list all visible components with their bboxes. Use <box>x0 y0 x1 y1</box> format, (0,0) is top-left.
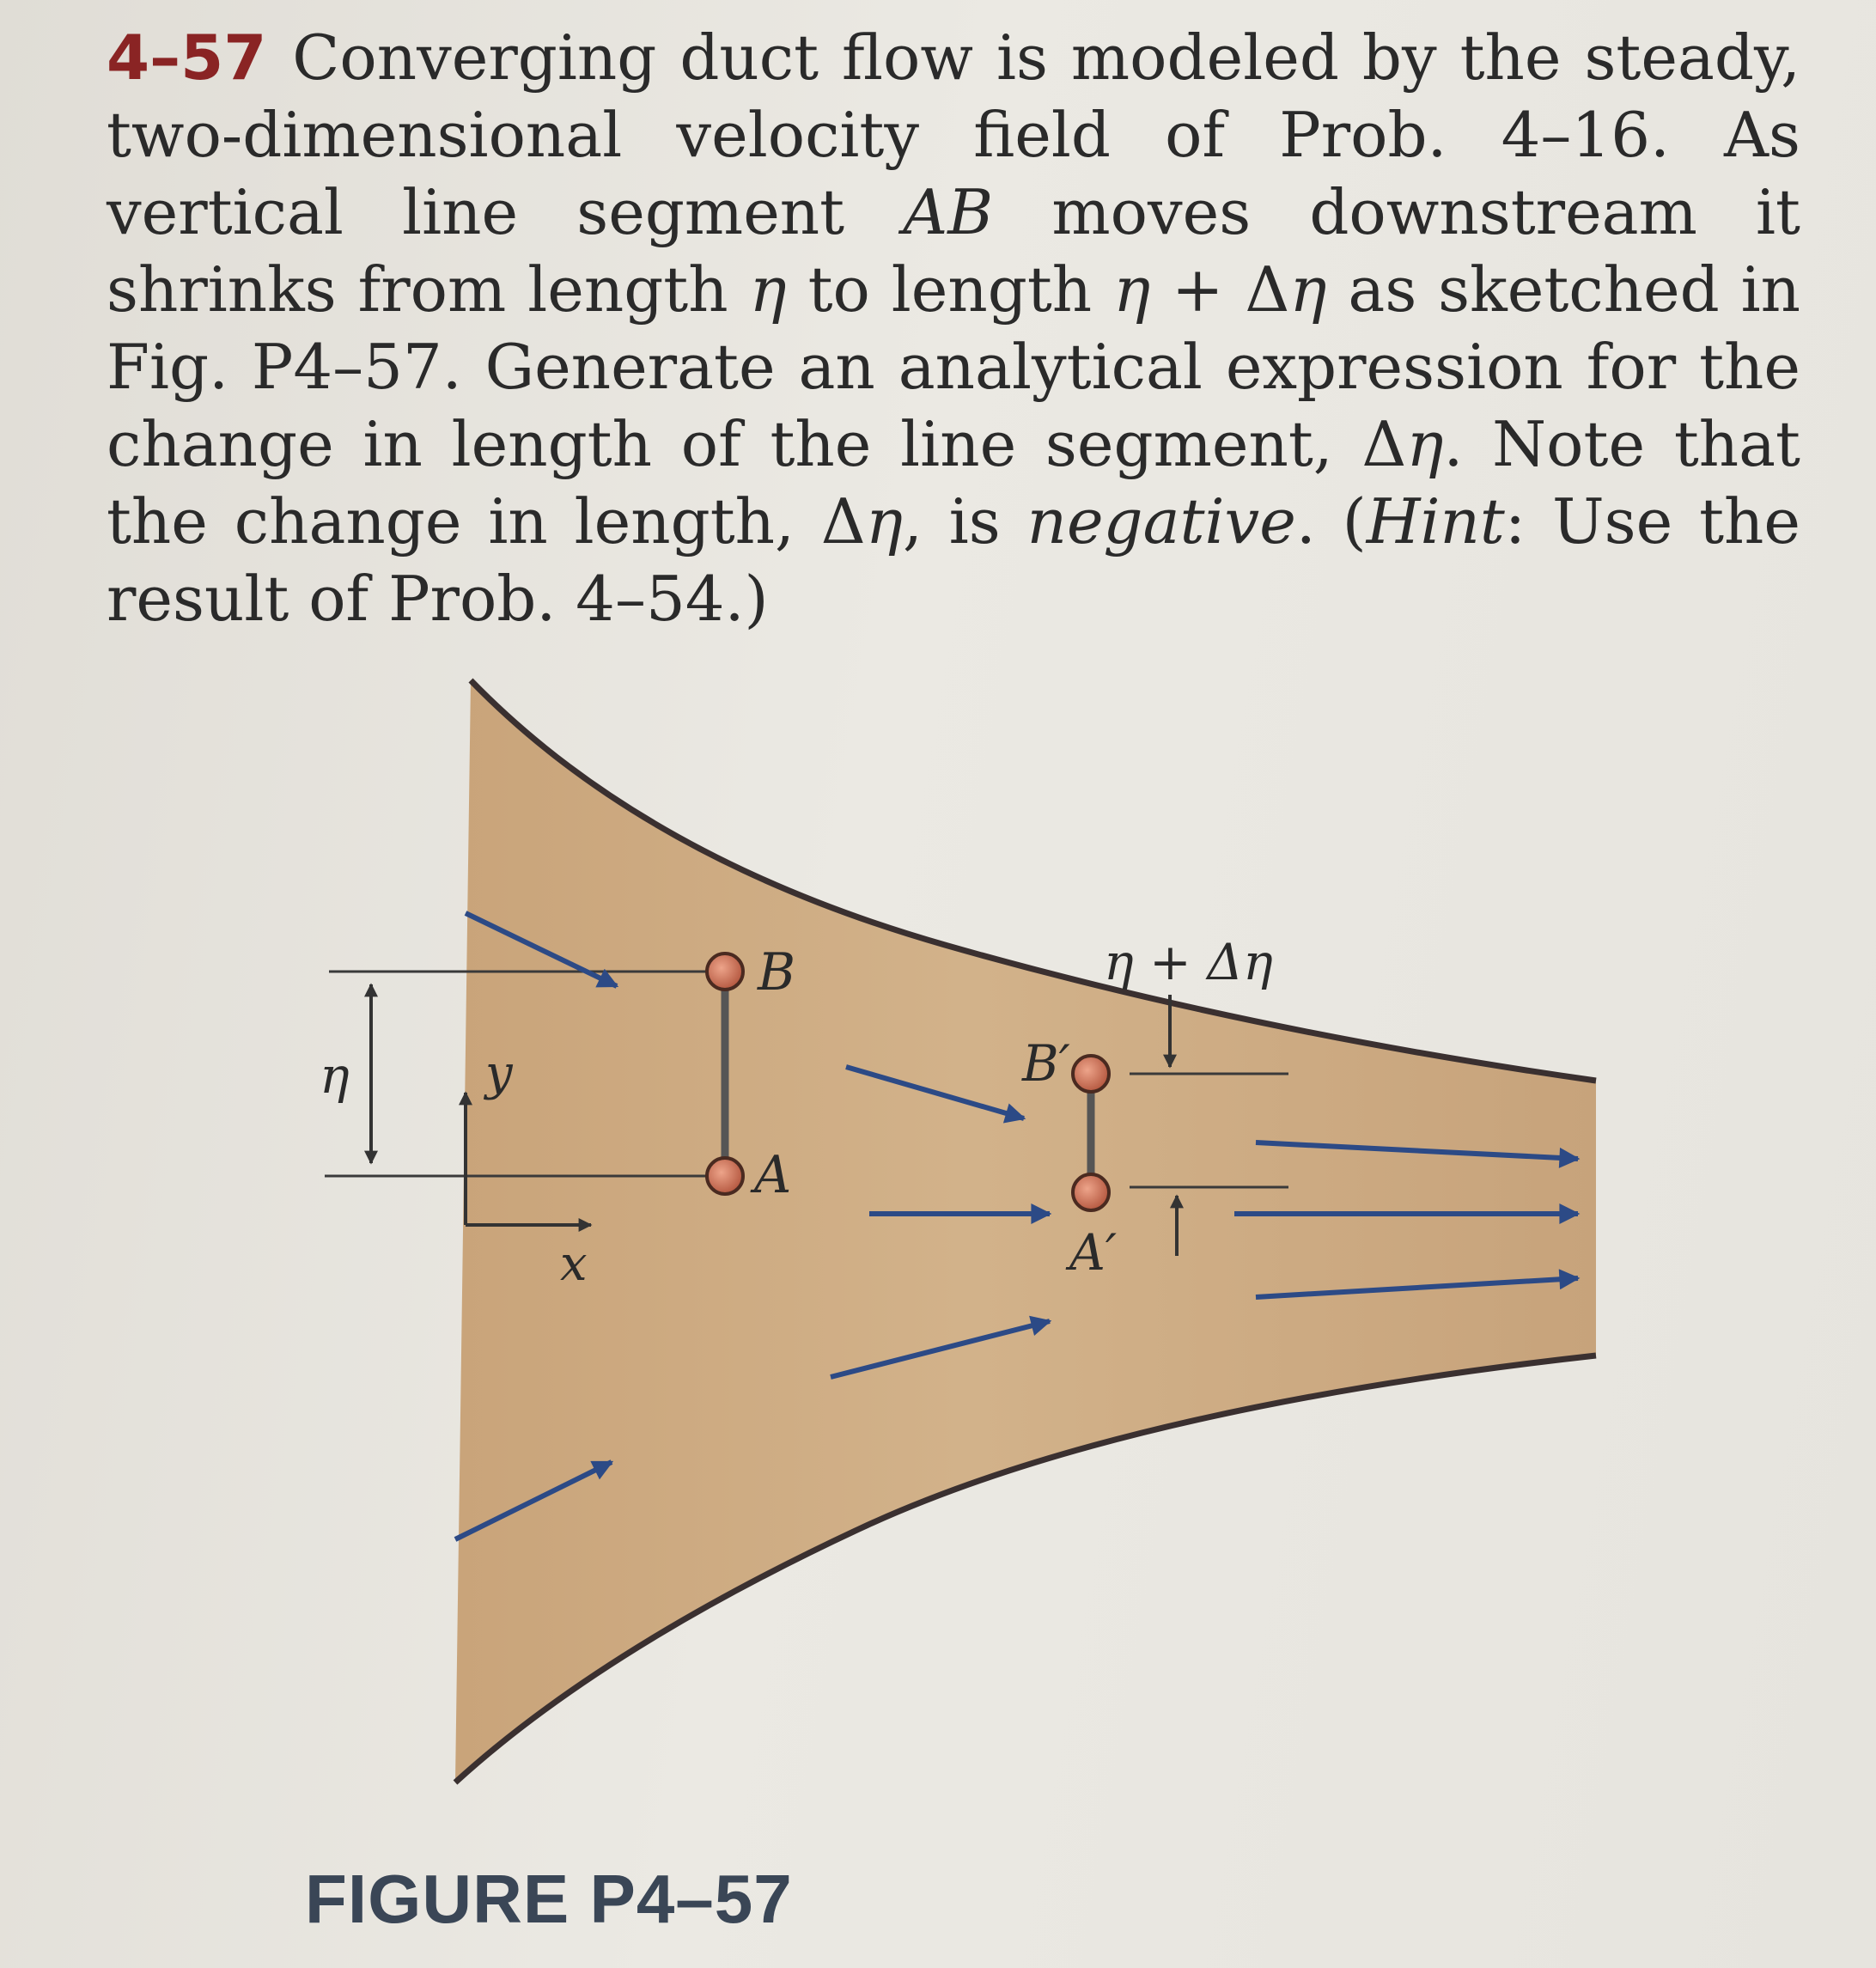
duct-body <box>455 680 1596 1782</box>
particle-a <box>707 1158 743 1194</box>
y-axis-label: y <box>485 1045 513 1101</box>
label-b: B <box>758 942 796 1002</box>
x-axis-label: x <box>560 1236 588 1292</box>
particle-a-prime <box>1073 1174 1109 1210</box>
label-b-prime: B′ <box>1022 1034 1070 1093</box>
particle-b <box>707 954 743 990</box>
problem-number: 4–57 <box>107 21 267 94</box>
eta-label: η <box>320 1046 350 1105</box>
particle-b-prime <box>1073 1056 1109 1092</box>
eta-delta-label: η + Δη <box>1104 933 1273 991</box>
label-a: A <box>754 1145 792 1205</box>
label-a-prime: A′ <box>1069 1223 1118 1282</box>
problem-statement: 4–57 Converging duct flow is modeled by the steady, two-dimensional velocity field of Prob. 4–16. As vertical line segment AB moves downstream it shrinks from length η to length η + Δη as sketched in Fig. P4–57. Generate an analytical expression for the change in length of the line segment, Δη. Note that the change in length, Δη, is negative. (Hint: Use the result of Prob. 4–54.) <box>107 21 1801 635</box>
figure-caption: FIGURE P4–57 <box>305 1861 793 1937</box>
